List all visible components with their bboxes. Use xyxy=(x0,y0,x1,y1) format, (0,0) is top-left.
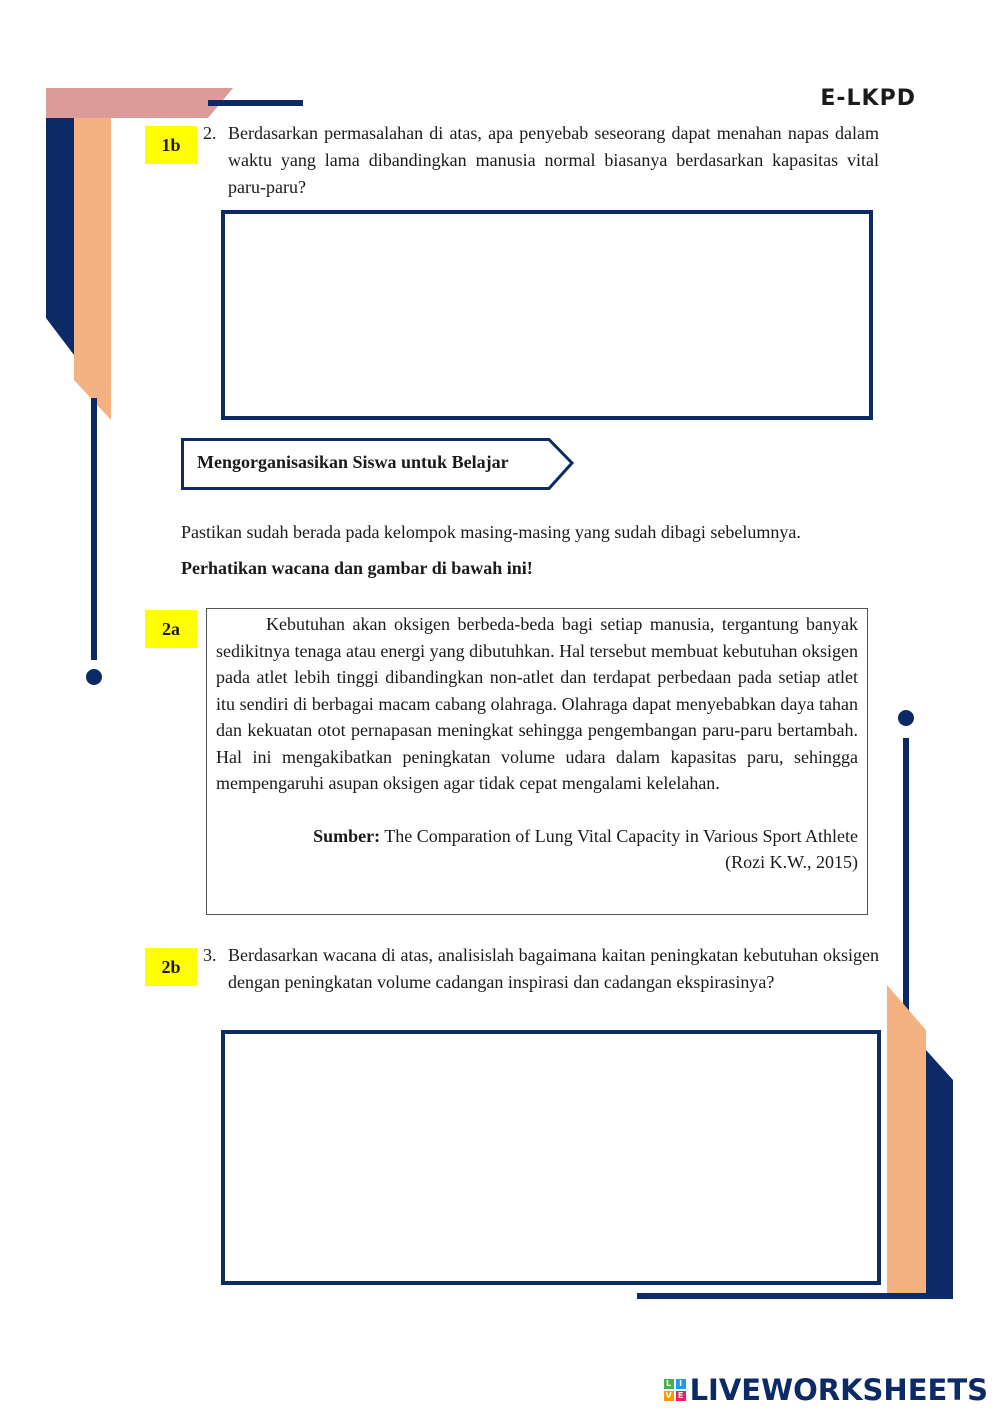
badge-2a: 2a xyxy=(145,610,197,648)
elkpd-logo: E-LKPD xyxy=(820,86,916,111)
directive-text: Perhatikan wacana dan gambar di bawah ini! xyxy=(181,558,533,578)
reading-passage xyxy=(206,608,868,915)
question-3 xyxy=(203,942,879,996)
section-title-text: Mengorganisasikan Siswa untuk Belajar xyxy=(197,452,509,472)
mini-letter: V xyxy=(665,1391,672,1400)
source-title: The Comparation of Lung Vital Capacity in Various Sport Athlete xyxy=(384,825,858,846)
badge-2b: 2b xyxy=(145,948,197,986)
source-label: Sumber: xyxy=(313,825,381,846)
liveworksheets-text: LIVEWORKSHEETS xyxy=(689,1373,988,1407)
navy-top-line xyxy=(208,100,303,106)
answer-box-question-2[interactable] xyxy=(221,210,873,420)
question-number: 2. xyxy=(203,123,217,143)
answer-box-question-3[interactable] xyxy=(221,1030,881,1285)
passage-body: Kebutuhan akan oksigen berbeda-beda bagi setiap manusia, tergantung banyak sedikitnya tenaga atau energi yang dibutuhkan. Hal tersebut membuat kebutuhan oksigen pada atlet lebih tinggi dibandingkan non-atlet dan terdapat perbedaan pada setiap atlet itu sendiri di berbagai macam cabang olahraga. Olahraga dapat menyebabkan daya tahan dan kekuatan otot pernapasan meningkat sehingga pengembangan paru-paru bertambah. Hal ini mengakibatkan peningkatan volume udara dalam kapasitas paru, sehingga mempengaruhi asupan oksigen agar tidak cepat mengalami kelelahan. xyxy=(216,614,858,793)
question-number: 3. xyxy=(203,945,217,965)
navy-vertical-line xyxy=(91,398,97,660)
mini-letter: L xyxy=(664,1379,674,1389)
mini-letter: I xyxy=(676,1379,686,1389)
navy-vertical-line xyxy=(903,738,909,1018)
peach-strip xyxy=(887,985,926,1293)
peach-strip xyxy=(74,118,111,420)
navy-strip xyxy=(46,118,74,355)
badge-1b: 1b xyxy=(145,126,197,164)
question-text: Berdasarkan permasalahan di atas, apa penyebab seseorang dapat menahan napas dalam waktu yang lama dibandingkan manusia normal biasanya berdasarkan kapasitas vital paru-paru? xyxy=(228,123,879,197)
navy-strip xyxy=(926,1050,953,1296)
question-2 xyxy=(203,120,879,201)
passage-source xyxy=(216,823,858,876)
source-author: (Rozi K.W., 2015) xyxy=(725,852,858,872)
navy-dot xyxy=(86,669,102,685)
navy-dot xyxy=(898,710,914,726)
instruction-text: Pastikan sudah berada pada kelompok masing-masing yang sudah dibagi sebelumnya. xyxy=(181,522,801,542)
liveworksheets-icon xyxy=(664,1379,686,1401)
liveworksheets-logo xyxy=(664,1373,988,1407)
mini-letter: E xyxy=(676,1391,686,1401)
navy-bottom-line xyxy=(637,1293,953,1299)
question-text: Berdasarkan wacana di atas, analisislah bagaimana kaitan peningkatan kebutuhan oksigen dengan peningkatan volume cadangan inspirasi dan cadangan ekspirasinya? xyxy=(228,945,879,992)
section-title-banner xyxy=(181,438,576,495)
rose-bar xyxy=(46,88,233,118)
